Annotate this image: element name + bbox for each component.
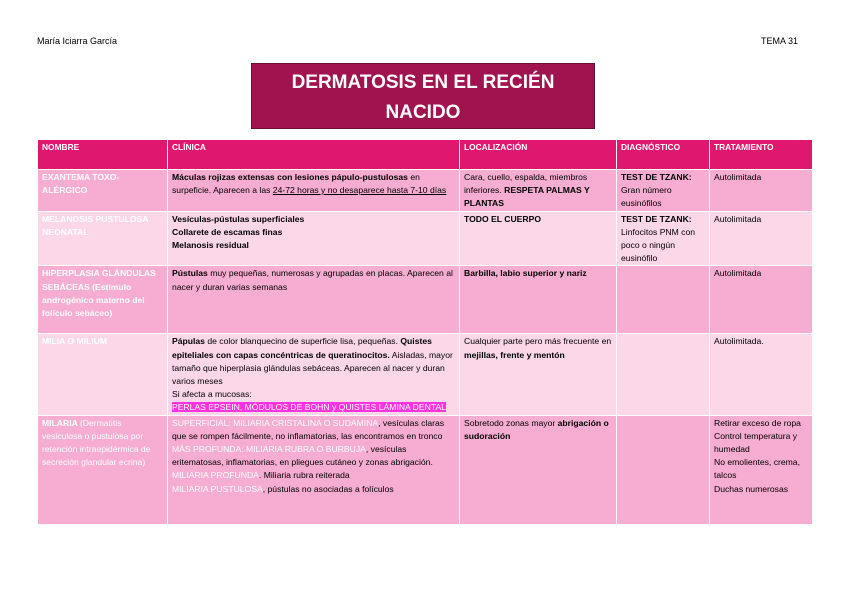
column-header: NOMBRE: [38, 140, 168, 170]
column-header: TRATAMIENTO: [710, 140, 813, 170]
row-diagnostico: [617, 415, 710, 524]
row-clinica: Pápulas de color blanquecino de superficie lisa, pequeñas. Quistes epiteliales con capas concéntricas de queratinocitos. Aisladas, mayor tamaño que hiperplasia glándulas sebáceas. Aparecen al nacer y duran varios meses Si afecta a mucosas: PERLAS EPSEIN, MÓDULOS DE BOHN y QUISTES LÁMINA DENTAL: [168, 334, 460, 415]
row-tratamiento: Autolimitada: [710, 211, 813, 266]
topic-label: TEMA 31: [761, 36, 799, 46]
row-clinica: Máculas rojizas extensas con lesiones pápulo-pustulosas en surpeficie. Aparecen a las 24-72 horas y no desaparece hasta 7-10 días: [168, 170, 460, 212]
column-header: DIAGNÓSTICO: [617, 140, 710, 170]
row-name: MILIA O MILIUM: [38, 334, 168, 415]
table-row: [38, 266, 813, 334]
column-header: LOCALIZACIÓN: [460, 140, 617, 170]
row-diagnostico: [617, 334, 710, 415]
row-tratamiento: Autolimitada: [710, 170, 813, 212]
row-diagnostico: TEST DE TZANK: Gran número eusinófilos: [617, 170, 710, 212]
row-diagnostico: [617, 266, 710, 334]
row-clinica: Pústulas muy pequeñas, numerosas y agrupadas en placas. Aparecen al nacer y duran varias semanas: [168, 266, 460, 334]
table-header-row: [38, 140, 813, 170]
column-header: CLÍNICA: [168, 140, 460, 170]
row-localizacion: Cara, cuello, espalda, miembros inferiores. RESPETA PALMAS Y PLANTAS: [460, 170, 617, 212]
row-tratamiento: Retirar exceso de ropa Control temperatura y humedad No emolientes, crema, talcos Duchas numerosas: [710, 415, 813, 524]
table-row: [38, 334, 813, 415]
row-clinica: Vesículas-pústulas superficiales Collarete de escamas finas Melanosis residual: [168, 211, 460, 266]
highlighted-text: PERLAS EPSEIN, MÓDULOS DE BOHN y QUISTES LÁMINA DENTAL: [172, 402, 446, 413]
table-row: [38, 415, 813, 524]
author-name: María Iciarra García: [37, 36, 118, 46]
row-clinica: SUPERFICIAL: MILIARIA CRISTALINA O SUDAMINA, vesículas claras que se rompen fácilmente, no inflamatorias, las encontramos en tronco MÁS PROFUNDA: MILIARIA RUBRA O BURBUJA, vesículas eritematosas, inflamatorias, en pliegues cutáneo y zonas abrigación. MILIARIA PROFUNDA. Miliaria rubra reiterada MILIARIA PUSTULOSA, pústulas no asociadas a folículos: [168, 415, 460, 524]
title-line-1: DERMATOSIS EN EL RECIÉN: [291, 72, 555, 93]
row-name: MELANOSIS PUSTULOSA NEONATAL: [38, 211, 168, 266]
row-name: HIPERPLASIA GLÁNDULAS SEBÁCEAS (Estímulo androgénico materno del folículo sebáceo): [38, 266, 168, 334]
row-localizacion: TODO EL CUERPO: [460, 211, 617, 266]
row-localizacion: Sobretodo zonas mayor abrigación o sudoración: [460, 415, 617, 524]
title-line-2: NACIDO: [385, 102, 461, 123]
row-name: MILARIA (Dermatitis vesiculosa o pustulosa por retención intraepidérmica de secreción glandular ecrina): [38, 415, 168, 524]
table-row: [38, 170, 813, 212]
table-row: [38, 211, 813, 266]
row-localizacion: Cualquier parte pero más frecuente en mejillas, frente y mentón: [460, 334, 617, 415]
row-diagnostico: TEST DE TZANK: Linfocitos PNM con poco o ningún eusinófilo: [617, 211, 710, 266]
dermatosis-table: [37, 139, 813, 525]
row-tratamiento: Autolimitada: [710, 266, 813, 334]
row-name: EXANTEMA TOXO-ALÉRGICO: [38, 170, 168, 212]
page-title: [251, 63, 595, 129]
row-localizacion: Barbilla, labio superior y nariz: [460, 266, 617, 334]
row-tratamiento: Autolimitada.: [710, 334, 813, 415]
